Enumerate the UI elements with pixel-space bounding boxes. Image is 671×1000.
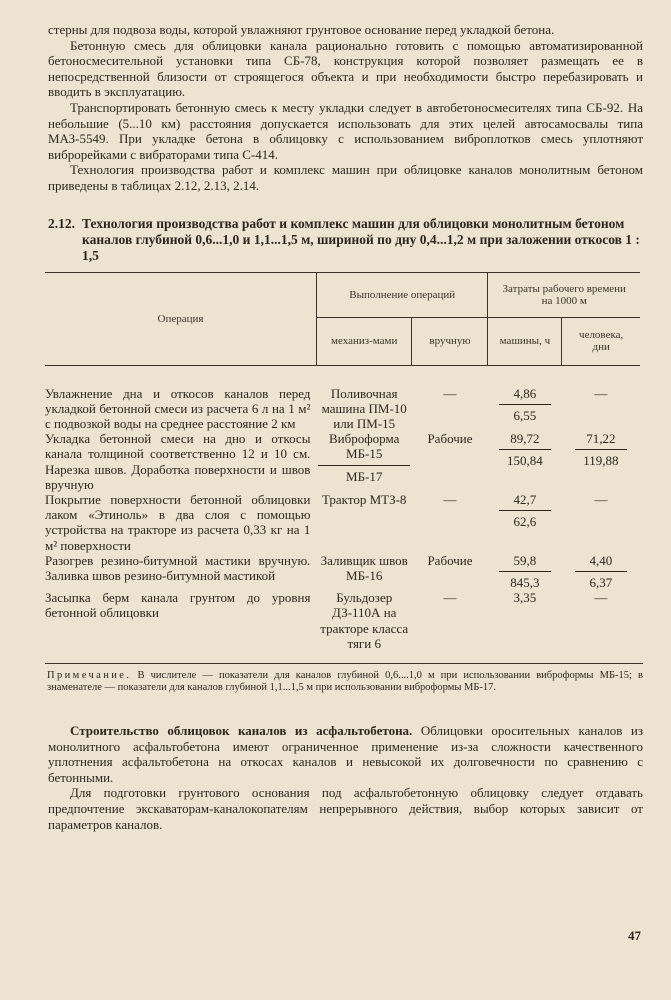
row-mechanized: Трактор МТЗ-8	[321, 491, 407, 507]
row-people: —	[594, 491, 608, 507]
header-costs: Затраты рабочего времени на 1000 м	[488, 272, 640, 317]
table-caption	[48, 216, 643, 264]
row-operation: Засыпка берм канала грунтом до уровня бетонной облицовки	[45, 590, 311, 621]
machines-denominator: 6,55	[513, 407, 537, 423]
row-manual: —	[443, 385, 457, 401]
table-row	[45, 431, 640, 492]
row-operation: Увлажнение дна и откосов каналов перед укладкой бетонной смеси из расчета 6 л на 1 м² с подвозкой воды на среднее расстояние 2 км	[45, 385, 311, 431]
machines-numerator: 4,86	[499, 386, 551, 405]
row-machines	[488, 365, 562, 431]
machines-denominator: 62,6	[513, 514, 537, 530]
row-people	[562, 553, 640, 590]
row-people	[562, 431, 640, 492]
header-mechanized: механиз-мами	[316, 318, 412, 366]
people-numerator: 71,22	[575, 431, 627, 450]
people-numerator: 4,40	[575, 553, 627, 572]
table-row	[45, 553, 640, 590]
row-mechanized: Заливщик швов МБ-16	[320, 552, 408, 583]
table-number: 2.12.	[48, 215, 75, 231]
row-manual: Рабочие	[427, 431, 473, 447]
page-number: 47	[628, 928, 641, 943]
row-operation: Покрытие поверхности бетонной облицовки лаком «Этиноль» в два слоя с помощью устройства на тракторе из расчета 0,33 кг на 1 м² поверхности	[45, 491, 311, 553]
table-row	[45, 365, 640, 431]
row-mechanized	[316, 431, 412, 492]
machines-numerator: 42,7	[499, 492, 551, 511]
table-note	[45, 663, 643, 695]
people-denominator: 6,37	[589, 574, 613, 590]
header-manual: вручную	[412, 318, 488, 366]
machines-numerator: 89,72	[499, 431, 551, 450]
row-mechanized: Бульдозер ДЗ-110А на тракторе класса тяги 6	[320, 590, 409, 651]
table-row	[45, 492, 640, 553]
row-manual: —	[443, 590, 457, 606]
paragraph-3: Транспортировать бетонную смесь к месту укладки следует в автобетоносмесителях типа СБ-92. На небольшие (5...10 км) расстояния допускается использовать для этих целей автосамосвалы типа МАЗ-5549. При укладке бетона в облицовку с использованием виброплотков смесь уплотняют виброрейками с вибраторами типа С-414.	[48, 99, 643, 162]
table-title: Технология производства работ и комплекс машин для облицовки монолитным бетоном каналов глубиной 0,6...1,0 и 1,1...1,5 м, шириной по дну 0,4...1,2 м при заложении откосов 1 : 1,5	[82, 215, 640, 263]
note-label: Примечание.	[47, 669, 132, 681]
section-title: Строительство облицовок каналов из асфальтобетона.	[70, 722, 413, 738]
paragraph-2: Бетонную смесь для облицовки канала рационально готовить с помощью автоматизированной бетоносмесительной установки типа СБ-78, конструкция которой позволяет размещать ее в непосредственной близости от строящегося объекта и при необходимости быстро перебазировать и вводить в эксплуатацию.	[48, 37, 643, 100]
people-denominator: 119,88	[583, 453, 619, 469]
row-operation: Укладка бетонной смеси на дно и откосы канала толщиной соответственно 12 и 10 см. Нарезка швов. Доработка поверхности и швов вручную	[45, 431, 311, 492]
header-machines: машины, ч	[488, 318, 562, 366]
header-operation: Операция	[45, 272, 316, 365]
section-paragraph-2: Для подготовки грунтового основания под асфальтобетонную облицовку следует отдавать предпочтение экскаваторам-каналокопателям непрерывного действия, выбор которых зависит от параметров каналов.	[48, 785, 643, 832]
machines-numerator: 59,8	[499, 553, 551, 572]
row-machines: 3,35	[513, 590, 537, 606]
paragraph-4: Технология производства работ и комплекс машин при облицовке каналов монолитным бетоном приведены в таблицах 2.12, 2.13, 2.14.	[48, 162, 643, 193]
row-manual: —	[443, 491, 457, 507]
row-people: —	[594, 590, 608, 606]
row-machines	[488, 553, 562, 590]
header-execution: Выполнение операций	[316, 272, 488, 317]
section-asphalt	[48, 723, 643, 832]
header-people: человека, дни	[562, 318, 640, 366]
mechanized-denominator: МБ-17	[346, 468, 383, 484]
row-machines	[488, 431, 562, 492]
machines-denominator: 845,3	[510, 574, 540, 590]
row-mechanized: Поливочная машина ПМ-10 или ПМ-15	[321, 385, 407, 431]
paragraph-1: стерны для подвоза воды, которой увлажняют грунтовое основание перед укладкой бетона.	[48, 22, 555, 37]
operations-table	[45, 272, 640, 651]
section-paragraph-1	[48, 723, 643, 785]
row-machines	[488, 492, 562, 553]
row-people: —	[594, 385, 608, 401]
table-row	[45, 590, 640, 651]
note-text: В числителе — показатели для каналов глубиной 0,6....1,0 м при использовании виброформы МБ-15; в знаменателе — показатели для каналов глубиной 1,1...1,5 м при использовании виброформы МБ-17.	[47, 669, 643, 694]
machines-denominator: 150,84	[507, 453, 543, 469]
section-text: Облицовки оросительных каналов из монолитного асфальтобетона имеют ограниченное применение из-за сложности качественного уплотнения асфальтобетона на откосах каналов и невысокой их долговечности по сравнению с бетонными.	[48, 722, 643, 785]
mechanized-numerator: Виброформа МБ-15	[318, 431, 410, 465]
row-operation: Разогрев резино-битумной мастики вручную. Заливка швов резино-битумной мастикой	[45, 552, 311, 583]
row-manual: Рабочие	[427, 552, 473, 568]
